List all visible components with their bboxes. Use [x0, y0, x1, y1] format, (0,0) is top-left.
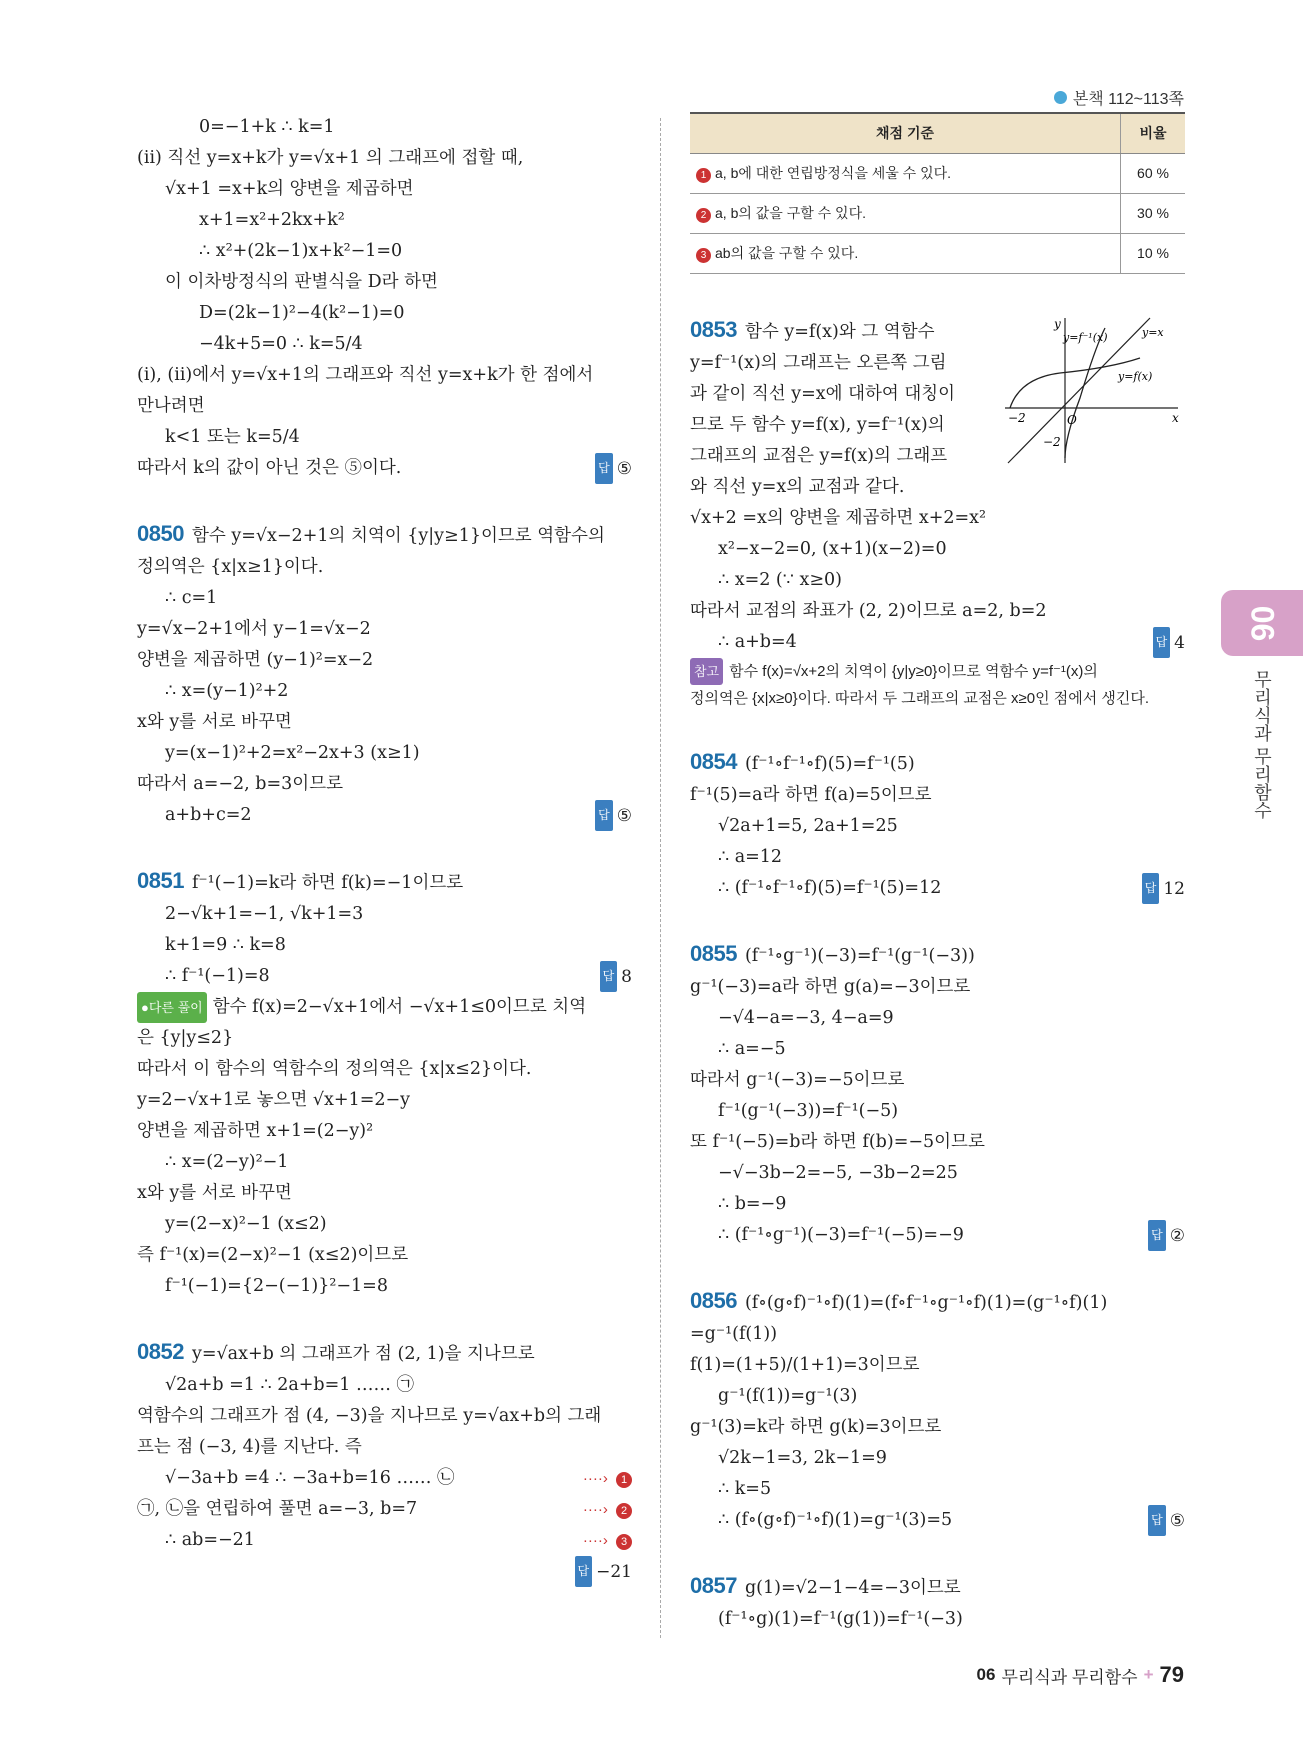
line-text: ∴ x=(2−y)²−1	[165, 1152, 289, 1172]
solution-line	[690, 1505, 1185, 1536]
line-text: √x+1 =x+k의 양변을 제곱하면	[165, 179, 414, 199]
answer-mark	[1148, 1220, 1185, 1252]
line-text: g(1)=√2−1−4=−3이므로	[744, 1578, 961, 1598]
line-text: f⁻¹(g⁻¹(−3))=f⁻¹(−5)	[718, 1101, 899, 1121]
reference-note	[690, 685, 1185, 712]
solution-line	[690, 746, 1185, 780]
answer-badge-icon: 답	[1142, 873, 1160, 904]
solution-line	[690, 1003, 1185, 1034]
problem-number: 0857	[690, 1573, 737, 1598]
line-text: 과 같이 직선 y=x에 대하여 대칭이	[690, 384, 956, 404]
step-number: 2	[616, 1503, 632, 1519]
answer-badge-icon: 답	[1148, 1220, 1166, 1251]
answer-value: −21	[596, 1562, 632, 1582]
line-text: 따라서 a=−2, b=3이므로	[137, 774, 344, 794]
line-text: (f⁻¹∘g)(1)=f⁻¹(g(1))=f⁻¹(−3)	[718, 1609, 963, 1629]
line-text: x+1=x²+2kx+k²	[199, 210, 345, 230]
answer-mark	[595, 453, 632, 485]
problem-number: 0850	[137, 521, 184, 546]
line-text: 그래프의 교점은 y=f(x)의 그래프	[690, 446, 948, 466]
solution-line	[137, 267, 632, 298]
criteria-ratio: 60 %	[1121, 154, 1186, 194]
solution-line	[137, 1370, 632, 1401]
solution-line	[690, 1443, 1185, 1474]
line-text: f(1)=(1+5)/(1+1)=3이므로	[690, 1355, 920, 1375]
answer-mark	[575, 1556, 632, 1588]
solution-line	[137, 1023, 632, 1054]
line-text: g⁻¹(−3)=a라 하면 g(a)=−3이므로	[690, 977, 971, 997]
line-text: y=(2−x)²−1 (x≤2)	[165, 1214, 327, 1234]
answer-badge-icon: 답	[575, 1556, 593, 1587]
solution-line	[137, 865, 632, 899]
solution-line	[690, 1381, 1185, 1412]
solution-line	[137, 1556, 632, 1587]
footer-title: 무리식과 무리함수	[1001, 1667, 1138, 1687]
solution-line	[137, 1336, 632, 1370]
chapter-side-tab: 06	[1221, 590, 1303, 656]
solution-line	[137, 391, 632, 422]
line-text: k<1 또는 k=5/4	[165, 427, 300, 447]
line-text: 따라서 교점의 좌표가 (2, 2)이므로 a=2, b=2	[690, 601, 1047, 621]
line-text: y=f⁻¹(x)의 그래프는 오른쪽 그림	[690, 353, 947, 373]
criteria-number: 1	[696, 168, 711, 183]
line-text: √−3a+b =4 ∴ −3a+b=16 …… ㉡	[165, 1468, 455, 1488]
table-header: 채점 기준	[690, 113, 1121, 154]
line-text: (ⅰ), (ⅱ)에서 y=√x+1의 그래프와 직선 y=x+k가 한 점에서	[137, 365, 594, 385]
solution-line	[690, 596, 1185, 627]
line-text: 즉 f⁻¹(x)=(2−x)²−1 (x≤2)이므로	[137, 1245, 409, 1265]
line-text: 따라서 k의 값이 아닌 것은 ⑤이다.	[137, 458, 402, 478]
solution-line	[690, 627, 1185, 658]
line-text: 함수 y=√x−2+1의 치역이 {y|y≥1}이므로 역함수의	[191, 526, 605, 546]
line-text: 프는 점 (−3, 4)를 지난다. 즉	[137, 1437, 362, 1457]
line-text: 따라서 g⁻¹(−3)=−5이므로	[690, 1070, 905, 1090]
line-text: 이 이차방정식의 판별식을 D라 하면	[165, 272, 438, 292]
answer-badge-icon: 답	[595, 453, 613, 484]
answer-value: 12	[1163, 879, 1185, 899]
reference-dot-icon	[1054, 91, 1067, 104]
page-footer	[977, 1662, 1184, 1688]
criteria-text: ab의 값을 구할 수 있다.	[715, 245, 859, 261]
line-text: 양변을 제곱하면 (y−1)²=x−2	[137, 650, 374, 670]
line-text: (f⁻¹∘f⁻¹∘f)(5)=f⁻¹(5)	[744, 754, 915, 774]
step-number: 1	[616, 1472, 632, 1488]
problem-number: 0854	[690, 749, 737, 774]
solution-line	[690, 534, 1185, 565]
note-text: 함수 f(x)=√x+2의 치역이 {y|y≥0}이므로 역함수 y=f⁻¹(x)의	[729, 663, 1098, 680]
problem-0853	[690, 314, 1185, 658]
solution-line	[690, 1034, 1185, 1065]
line-text: ∴ ab=−21	[165, 1530, 255, 1550]
answer-value: 4	[1174, 633, 1185, 653]
line-text: 함수 y=f(x)와 그 역함수	[744, 322, 935, 342]
line-text: (f⁻¹∘g⁻¹)(−3)=f⁻¹(g⁻¹(−3))	[744, 946, 975, 966]
note-tag: 참고	[690, 658, 723, 685]
line-text: −4k+5=0 ∴ k=5/4	[199, 334, 363, 354]
solution-line	[690, 1065, 1185, 1096]
solution-line	[137, 1271, 632, 1302]
f-inverse-label: y=f⁻¹(x)	[1063, 331, 1108, 344]
solution-line	[137, 583, 632, 614]
line-text: y=2−√x+1로 놓으면 √x+1=2−y	[137, 1090, 411, 1110]
solution-line	[137, 205, 632, 236]
y-equals-x-label: y=x	[1142, 326, 1164, 339]
solution-line	[137, 1116, 632, 1147]
solution-line	[137, 1178, 632, 1209]
line-text: 또 f⁻¹(−5)=b라 하면 f(b)=−5이므로	[690, 1132, 985, 1152]
grading-step-marker: ····› 2	[583, 1494, 632, 1525]
table-row	[690, 194, 1185, 234]
note-text: 정의역은 {x|x≥0}이다. 따라서 두 그래프의 교점은 x≥0인 점에서 생긴다.	[690, 690, 1150, 707]
solution-line	[690, 972, 1185, 1003]
line-text: 만나려면	[137, 396, 205, 416]
line-text: ∴ (f⁻¹∘g⁻¹)(−3)=f⁻¹(−5)=−9	[718, 1225, 964, 1245]
solution-line	[690, 565, 1185, 596]
line-text: √x+2 =x의 양변을 제곱하면 x+2=x²	[690, 508, 987, 528]
line-text: −√−3b−2=−5, −3b−2=25	[718, 1163, 958, 1183]
solution-line	[137, 1494, 632, 1525]
line-text: 와 직선 y=x의 교점과 같다.	[690, 477, 905, 497]
alt-solution-tag: ●다른 풀이	[137, 992, 207, 1023]
answer-badge-icon: 답	[595, 800, 613, 831]
line-text: (ⅱ) 직선 y=x+k가 y=√x+1 의 그래프에 접할 때,	[137, 148, 524, 168]
problem-number: 0856	[690, 1288, 737, 1313]
answer-badge-icon: 답	[1153, 627, 1171, 658]
answer-badge-icon: 답	[1148, 1505, 1166, 1536]
solution-line	[690, 938, 1185, 972]
answer-value: ②	[1169, 1226, 1185, 1246]
solution-line	[690, 842, 1185, 873]
line-text: ∴ f⁻¹(−1)=8	[165, 966, 270, 986]
solution-line	[690, 780, 1185, 811]
line-text: −√4−a=−3, 4−a=9	[718, 1008, 894, 1028]
line-text: ∴ c=1	[165, 588, 218, 608]
page-number: 79	[1159, 1662, 1184, 1687]
criteria-ratio: 10 %	[1121, 234, 1186, 274]
grading-criteria-table	[690, 112, 1185, 274]
criteria-number: 2	[696, 208, 711, 223]
line-text: ∴ x=2 (∵ x≥0)	[718, 570, 842, 590]
x-intercept-label: −2	[1008, 411, 1026, 425]
problem-number: 0852	[137, 1339, 184, 1364]
answer-mark	[1148, 1505, 1185, 1537]
line-text: 역함수의 그래프가 점 (4, −3)을 지나므로 y=√ax+b의 그래	[137, 1406, 602, 1426]
solution-line	[137, 1432, 632, 1463]
solution-line	[137, 329, 632, 360]
solution-line	[137, 422, 632, 453]
solution-line	[137, 769, 632, 800]
solution-line	[137, 112, 632, 143]
line-text: √2k−1=3, 2k−1=9	[718, 1448, 887, 1468]
line-text: y=√x−2+1에서 y−1=√x−2	[137, 619, 371, 639]
line-text: (f∘(g∘f)⁻¹∘f)(1)=(f∘f⁻¹∘g⁻¹∘f)(1)=(g⁻¹∘f)(1)	[744, 1293, 1108, 1313]
line-text: ∴ (f∘(g∘f)⁻¹∘f)(1)=g⁻¹(3)=5	[718, 1510, 953, 1530]
line-text: ∴ a=12	[718, 847, 783, 867]
solution-line	[690, 1189, 1185, 1220]
solution-line	[137, 738, 632, 769]
solution-line	[137, 930, 632, 961]
line-text: 양변을 제곱하면 x+1=(2−y)²	[137, 1121, 374, 1141]
solution-line	[137, 298, 632, 329]
solution-line	[690, 873, 1185, 904]
curve-f	[1010, 358, 1140, 408]
table-row	[690, 234, 1185, 274]
answer-mark	[1153, 627, 1185, 659]
solution-line	[137, 961, 632, 992]
solution-line	[137, 360, 632, 391]
line-text: ∴ x=(y−1)²+2	[165, 681, 289, 701]
line-text: √2a+b =1 ∴ 2a+b=1 …… ㉠	[165, 1375, 415, 1395]
line-text: g⁻¹(3)=k라 하면 g(k)=3이므로	[690, 1417, 942, 1437]
line-text: x와 y를 서로 바꾸면	[137, 712, 292, 732]
solution-line	[137, 1463, 632, 1494]
line-text: 정의역은 {x|x≥1}이다.	[137, 557, 324, 577]
line-text: f⁻¹(−1)=k라 하면 f(k)=−1이므로	[191, 873, 464, 893]
solution-line	[690, 1220, 1185, 1251]
line-text: a+b+c=2	[165, 805, 252, 825]
line-text: ∴ a=−5	[718, 1039, 786, 1059]
column-divider	[660, 118, 661, 1638]
solution-line	[690, 1285, 1185, 1319]
solution-line	[137, 1525, 632, 1556]
page-reference: 본책 112~113쪽	[1054, 86, 1184, 109]
origin-label: O	[1067, 413, 1077, 427]
criteria-text: a, b의 값을 구할 수 있다.	[715, 205, 866, 221]
line-text: ∴ b=−9	[718, 1194, 787, 1214]
footer-chapter: 06	[976, 1665, 996, 1684]
solution-line	[690, 1412, 1185, 1443]
solution-line	[690, 1604, 1185, 1635]
table-header: 비율	[1121, 113, 1186, 154]
line-text: 은 {y|y≤2}	[137, 1028, 234, 1048]
solution-line	[690, 811, 1185, 842]
solution-line	[690, 1474, 1185, 1505]
answer-value: ⑤	[616, 806, 632, 826]
line-text: y=(x−1)²+2=x²−2x+3 (x≥1)	[165, 743, 420, 763]
solution-line	[690, 1096, 1185, 1127]
left-column	[137, 112, 632, 1587]
line-text: f⁻¹(−1)={2−(−1)}²−1=8	[165, 1276, 388, 1296]
line-text: =g⁻¹(f(1))	[690, 1324, 778, 1344]
line-text: 0=−1+k ∴ k=1	[199, 117, 335, 137]
answer-mark	[600, 961, 632, 993]
answer-value: ⑤	[1169, 1511, 1185, 1531]
line-text: ∴ x²+(2k−1)x+k²−1=0	[199, 241, 403, 261]
solution-line	[137, 453, 632, 484]
problem-number: 0853	[690, 317, 737, 342]
y-intercept-label: −2	[1043, 435, 1061, 449]
line-text: x와 y를 서로 바꾸면	[137, 1183, 292, 1203]
footer-plus: +	[1143, 1665, 1154, 1684]
y-axis-label: y	[1054, 317, 1061, 331]
solution-line	[137, 645, 632, 676]
curve-f-inverse	[1065, 328, 1105, 458]
line-text: ∴ (f⁻¹∘f⁻¹∘f)(5)=f⁻¹(5)=12	[718, 878, 942, 898]
grading-step-marker: ····› 1	[583, 1463, 632, 1494]
solution-line	[137, 1085, 632, 1116]
line-text: x²−x−2=0, (x+1)(x−2)=0	[718, 539, 947, 559]
step-number: 3	[616, 1534, 632, 1550]
criteria-number: 3	[696, 248, 711, 263]
solution-line	[690, 1350, 1185, 1381]
solution-line	[137, 707, 632, 738]
line-text: ∴ k=5	[718, 1479, 772, 1499]
line-text: D=(2k−1)²−4(k²−1)=0	[199, 303, 405, 323]
solution-line	[137, 518, 632, 552]
answer-badge-icon: 답	[600, 961, 618, 992]
solution-line	[137, 1147, 632, 1178]
line-text: y=√ax+b 의 그래프가 점 (2, 1)을 지나므로	[191, 1344, 535, 1364]
criteria-text: a, b에 대한 연립방정식을 세울 수 있다.	[715, 165, 952, 181]
line-text: ㉠, ㉡을 연립하여 풀면 a=−3, b=7	[137, 1499, 418, 1519]
right-column	[690, 112, 1185, 1635]
answer-value: 8	[621, 967, 632, 987]
solution-line	[690, 472, 1185, 503]
line-text: f⁻¹(5)=a라 하면 f(a)=5이므로	[690, 785, 932, 805]
solution-line	[137, 614, 632, 645]
answer-value: ⑤	[616, 459, 632, 479]
line-text: 므로 두 함수 y=f(x), y=f⁻¹(x)의	[690, 415, 945, 435]
inverse-function-graph	[1000, 308, 1185, 468]
solution-line	[137, 899, 632, 930]
line-text: 2−√k+1=−1, √k+1=3	[165, 904, 364, 924]
solution-line	[690, 1158, 1185, 1189]
x-axis-label: x	[1172, 411, 1179, 425]
criteria-ratio: 30 %	[1121, 194, 1186, 234]
problem-number: 0855	[690, 941, 737, 966]
solution-line	[137, 1240, 632, 1271]
solution-line	[137, 552, 632, 583]
solution-line	[137, 1401, 632, 1432]
solution-line	[137, 143, 632, 174]
solution-line	[690, 1570, 1185, 1604]
line-text: 함수 f(x)=2−√x+1에서 −√x+1≤0이므로 치역	[212, 997, 587, 1017]
line-text: 따라서 이 함수의 역함수의 정의역은 {x|x≤2}이다.	[137, 1059, 532, 1079]
answer-mark	[595, 800, 632, 832]
solution-line	[690, 1127, 1185, 1158]
answer-mark	[1142, 873, 1185, 905]
solution-line	[137, 174, 632, 205]
chapter-side-label: 무리식과 무리함수	[1252, 670, 1272, 820]
problem-number: 0851	[137, 868, 184, 893]
f-label: y=f(x)	[1118, 370, 1153, 383]
line-text: ∴ a+b=4	[718, 632, 797, 652]
line-text: k+1=9 ∴ k=8	[165, 935, 286, 955]
table-row	[690, 154, 1185, 194]
grading-step-marker: ····› 3	[583, 1525, 632, 1556]
solution-line	[690, 1319, 1185, 1350]
solution-line	[137, 236, 632, 267]
solution-line	[690, 503, 1185, 534]
reference-note	[690, 658, 1185, 685]
line-text: √2a+1=5, 2a+1=25	[718, 816, 898, 836]
solution-line	[137, 1054, 632, 1085]
line-text: g⁻¹(f(1))=g⁻¹(3)	[718, 1386, 858, 1406]
solution-line	[137, 800, 632, 831]
solution-line	[137, 676, 632, 707]
solution-line	[137, 1209, 632, 1240]
solution-line	[137, 992, 632, 1023]
